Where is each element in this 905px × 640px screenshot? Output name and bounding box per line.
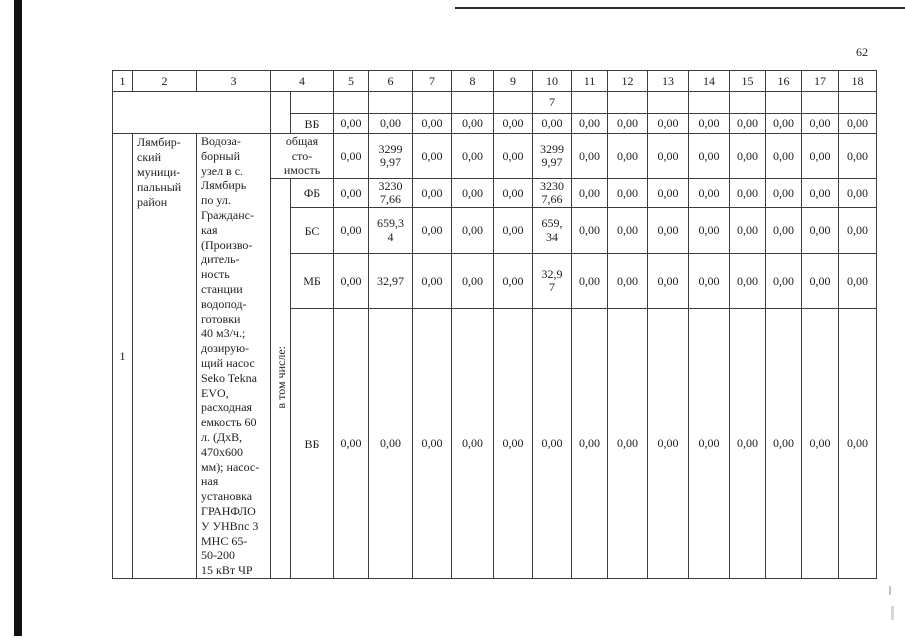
- total-cost-label: общая сто- имость: [283, 134, 321, 178]
- amount: 659,34: [541, 216, 563, 244]
- scan-edge-bar: [14, 0, 22, 636]
- amount-cell: [648, 134, 689, 179]
- amount-cell: [369, 254, 413, 309]
- carry-over-row: [113, 92, 877, 114]
- amount: 0,00: [847, 223, 868, 238]
- blank-cell: [608, 92, 648, 114]
- amount-cell: [369, 309, 413, 579]
- amount-cell: [452, 309, 494, 579]
- column-number: 4: [271, 71, 334, 92]
- amount: 0,00: [617, 436, 638, 451]
- amount: 0,00: [657, 116, 679, 131]
- amount-cell: [334, 208, 369, 254]
- column-number: 16: [766, 71, 802, 92]
- amount: 0,00: [502, 185, 524, 200]
- blank-cell: [291, 92, 334, 114]
- amount-cell: [572, 134, 608, 179]
- amount-cell: [648, 309, 689, 579]
- funding-source-label: ВБ: [291, 309, 334, 579]
- amount: 0,00: [340, 436, 362, 451]
- amount-cell: [608, 309, 648, 579]
- amount-cell: [802, 114, 839, 134]
- funding-source-label: ВБ: [291, 114, 334, 134]
- column-number: 6: [369, 71, 413, 92]
- funding-source-label: БС: [291, 208, 334, 254]
- amount-cell: [334, 179, 369, 208]
- amount-cell: [730, 254, 766, 309]
- amount: 0,00: [657, 223, 679, 238]
- column-number: 8: [452, 71, 494, 92]
- amount-cell: [369, 114, 413, 134]
- amount: 0,00: [502, 223, 524, 238]
- amount: 0,00: [421, 273, 443, 288]
- amount: 0,00: [462, 116, 483, 131]
- amount-cell: [730, 134, 766, 179]
- amount-cell: [494, 179, 533, 208]
- amount: 0,00: [579, 273, 600, 288]
- column-number: 3: [197, 71, 271, 92]
- amount-cell: [413, 179, 452, 208]
- amount-cell: [533, 254, 572, 309]
- amount-cell: [334, 134, 369, 179]
- amount-cell: [608, 254, 648, 309]
- blank-cell: [730, 92, 766, 114]
- amount: 0,00: [502, 148, 524, 163]
- amount: 0,00: [579, 436, 600, 451]
- amount: 0,00: [462, 273, 483, 288]
- amount: 0,00: [617, 116, 638, 131]
- amount-cell: [802, 179, 839, 208]
- amount: 0,00: [773, 223, 794, 238]
- amount-cell: [533, 179, 572, 208]
- amount: 0,00: [847, 185, 868, 200]
- amount-cell: [689, 254, 730, 309]
- amount: 0,00: [617, 273, 638, 288]
- amount: 0,00: [773, 436, 794, 451]
- column-number: 1: [113, 71, 133, 92]
- amount: 0,00: [421, 223, 443, 238]
- amount-cell: [730, 208, 766, 254]
- amount-cell: [608, 114, 648, 134]
- amount-cell: [689, 309, 730, 579]
- blank-cell: [689, 92, 730, 114]
- breakdown-label: в том числе:: [273, 345, 288, 409]
- amount: 0,00: [421, 185, 443, 200]
- amount-cell: [802, 134, 839, 179]
- amount-cell: [452, 179, 494, 208]
- column-number: 10: [533, 71, 572, 92]
- amount: 0,00: [421, 148, 443, 163]
- amount-cell: [608, 134, 648, 179]
- amount-cell: [413, 254, 452, 309]
- amount: 0,00: [737, 116, 758, 131]
- column-number: 9: [494, 71, 533, 92]
- amount: 0,00: [773, 116, 794, 131]
- blank-cell: [839, 92, 877, 114]
- amount: 0,00: [462, 436, 483, 451]
- amount-cell: [572, 208, 608, 254]
- amount: 0,00: [541, 436, 563, 451]
- amount: 0,00: [340, 273, 362, 288]
- amount: 0,00: [340, 223, 362, 238]
- amount-cell: [494, 309, 533, 579]
- breakdown-cell: [271, 179, 291, 579]
- amount: 32307,66: [378, 178, 403, 206]
- column-number: 15: [730, 71, 766, 92]
- blank-cell: [494, 92, 533, 114]
- amount-cell: [533, 208, 572, 254]
- amount: 0,00: [847, 273, 868, 288]
- amount-cell: [572, 179, 608, 208]
- column-number: 5: [334, 71, 369, 92]
- blank-cell: [452, 92, 494, 114]
- amount-cell: [689, 179, 730, 208]
- object-cell: [197, 134, 271, 579]
- amount-cell: [452, 134, 494, 179]
- column-number: 7: [413, 71, 452, 92]
- column-number-row: [113, 71, 877, 92]
- amount-cell: [648, 179, 689, 208]
- amount: 659,34: [377, 216, 404, 244]
- amount: 0,00: [698, 273, 720, 288]
- amount: 0,00: [579, 223, 600, 238]
- scan-speck: [891, 606, 894, 620]
- amount: 0,00: [502, 436, 524, 451]
- amount-cell: [839, 254, 877, 309]
- amount-cell: [689, 134, 730, 179]
- amount-cell: [766, 208, 802, 254]
- amount-cell: [413, 208, 452, 254]
- amount-cell: [608, 179, 648, 208]
- blank-cell: [766, 92, 802, 114]
- district-cell: [133, 134, 197, 579]
- amount: 0,00: [809, 223, 831, 238]
- amount-cell: [369, 179, 413, 208]
- amount-cell: [839, 114, 877, 134]
- amount: 32,97: [377, 273, 404, 288]
- amount-cell: [572, 254, 608, 309]
- amount: 0,00: [340, 116, 362, 131]
- amount-cell: [572, 309, 608, 579]
- object-description: Водоза- борный узел в с. Лямбирь по ул. Гражданс- кая (Произво- дитель- ность станции водопод- готовки 40 м3/ч.; дозирую- щий насос Seko Tekna EVO, расходная емкость 60 л. (ДхВ, 470x600 мм); насос- ная установка ГРАНФЛО У УНВпс 3 МНС 65- 50-200 15 кВт ЧР: [201, 134, 260, 578]
- amount: 0,00: [502, 116, 524, 131]
- budget-table: [112, 70, 877, 579]
- amount: 0,00: [462, 148, 483, 163]
- amount: 0,00: [809, 436, 831, 451]
- amount: 0,00: [809, 116, 831, 131]
- amount-cell: [839, 179, 877, 208]
- amount: 0,00: [421, 436, 443, 451]
- amount: 0,00: [579, 116, 600, 131]
- amount: 0,00: [657, 436, 679, 451]
- amount: 0,00: [617, 223, 638, 238]
- amount: 0,00: [340, 185, 362, 200]
- funding-source-label: ФБ: [291, 179, 334, 208]
- page-number: 62: [856, 45, 868, 59]
- amount-cell: [494, 134, 533, 179]
- amount-cell: [452, 114, 494, 134]
- amount: 0,00: [698, 223, 720, 238]
- amount: 0,00: [657, 185, 679, 200]
- column-number: 14: [689, 71, 730, 92]
- amount: 0,00: [657, 273, 679, 288]
- amount-cell: [730, 309, 766, 579]
- amount-cell: [369, 134, 413, 179]
- amount-cell: [369, 208, 413, 254]
- amount-cell: [648, 254, 689, 309]
- amount: 0,00: [698, 436, 720, 451]
- carry-over-cell: [533, 92, 572, 114]
- column-number: 13: [648, 71, 689, 92]
- carry-over-value: 7: [549, 95, 555, 110]
- funding-source-label: МБ: [291, 254, 334, 309]
- amount-cell: [452, 254, 494, 309]
- blank-cell: [648, 92, 689, 114]
- amount: 0,00: [340, 148, 362, 163]
- amount-cell: [334, 254, 369, 309]
- amount: 0,00: [579, 148, 600, 163]
- amount-cell: [802, 309, 839, 579]
- column-number: 12: [608, 71, 648, 92]
- amount-cell: [730, 114, 766, 134]
- amount: 0,00: [737, 148, 758, 163]
- amount-cell: [334, 309, 369, 579]
- amount: 0,00: [657, 148, 679, 163]
- amount: 32307,66: [540, 178, 564, 206]
- amount: 0,00: [847, 436, 868, 451]
- amount-cell: [766, 134, 802, 179]
- amount-cell: [452, 208, 494, 254]
- scan-speck: [889, 586, 891, 595]
- amount: 0,00: [737, 185, 758, 200]
- amount-cell: [766, 309, 802, 579]
- amount-cell: [413, 309, 452, 579]
- amount: 0,00: [698, 116, 720, 131]
- amount: 0,00: [579, 185, 600, 200]
- amount: 32999,97: [540, 141, 564, 169]
- column-number: 11: [572, 71, 608, 92]
- column-number: 18: [839, 71, 877, 92]
- amount-cell: [608, 208, 648, 254]
- amount: 0,00: [737, 223, 758, 238]
- amount: 0,00: [462, 185, 483, 200]
- amount: 0,00: [773, 273, 794, 288]
- amount-cell: [494, 208, 533, 254]
- amount-cell: [413, 134, 452, 179]
- blank-cell: [413, 92, 452, 114]
- blank-cell: [802, 92, 839, 114]
- amount-cell: [730, 179, 766, 208]
- amount: 0,00: [809, 148, 831, 163]
- column-number: 2: [133, 71, 197, 92]
- amount-cell: [689, 114, 730, 134]
- amount-cell: [413, 114, 452, 134]
- amount: 0,00: [617, 148, 638, 163]
- amount: 0,00: [421, 116, 443, 131]
- item-number: 1: [113, 134, 133, 579]
- amount-cell: [494, 114, 533, 134]
- amount: 0,00: [380, 116, 401, 131]
- amount: 32999,97: [378, 141, 403, 169]
- amount-cell: [689, 208, 730, 254]
- amount: 32,97: [541, 266, 563, 294]
- blank-cell: [334, 92, 369, 114]
- amount-cell: [839, 309, 877, 579]
- blank-cell: [369, 92, 413, 114]
- amount-cell: [533, 114, 572, 134]
- amount-cell: [802, 254, 839, 309]
- amount-cell: [839, 208, 877, 254]
- amount: 0,00: [541, 116, 563, 131]
- amount: 0,00: [809, 185, 831, 200]
- amount: 0,00: [698, 185, 720, 200]
- amount-cell: [494, 254, 533, 309]
- amount-cell: [766, 179, 802, 208]
- amount-cell: [839, 134, 877, 179]
- amount-cell: [766, 254, 802, 309]
- amount: 0,00: [847, 148, 868, 163]
- blank-cell: [271, 92, 291, 134]
- total-cost-cell: [271, 134, 334, 179]
- amount: 0,00: [462, 223, 483, 238]
- amount: 0,00: [773, 185, 794, 200]
- amount-cell: [766, 114, 802, 134]
- amount-cell: [533, 309, 572, 579]
- amount: 0,00: [737, 273, 758, 288]
- amount-cell: [533, 134, 572, 179]
- amount: 0,00: [698, 148, 720, 163]
- amount: 0,00: [773, 148, 794, 163]
- amount: 0,00: [737, 436, 758, 451]
- top-rule-line: [455, 7, 905, 9]
- amount-cell: [648, 114, 689, 134]
- amount-cell: [648, 208, 689, 254]
- district-name: Лямбир- ский муници- пальный район: [137, 135, 182, 209]
- amount-cell: [334, 114, 369, 134]
- total-cost-row: [113, 134, 877, 179]
- amount: 0,00: [502, 273, 524, 288]
- amount: 0,00: [380, 436, 401, 451]
- amount: 0,00: [809, 273, 831, 288]
- amount-cell: [572, 114, 608, 134]
- amount: 0,00: [847, 116, 868, 131]
- column-number: 17: [802, 71, 839, 92]
- amount-cell: [802, 208, 839, 254]
- amount: 0,00: [617, 185, 638, 200]
- blank-merged-cell: [113, 92, 271, 134]
- blank-cell: [572, 92, 608, 114]
